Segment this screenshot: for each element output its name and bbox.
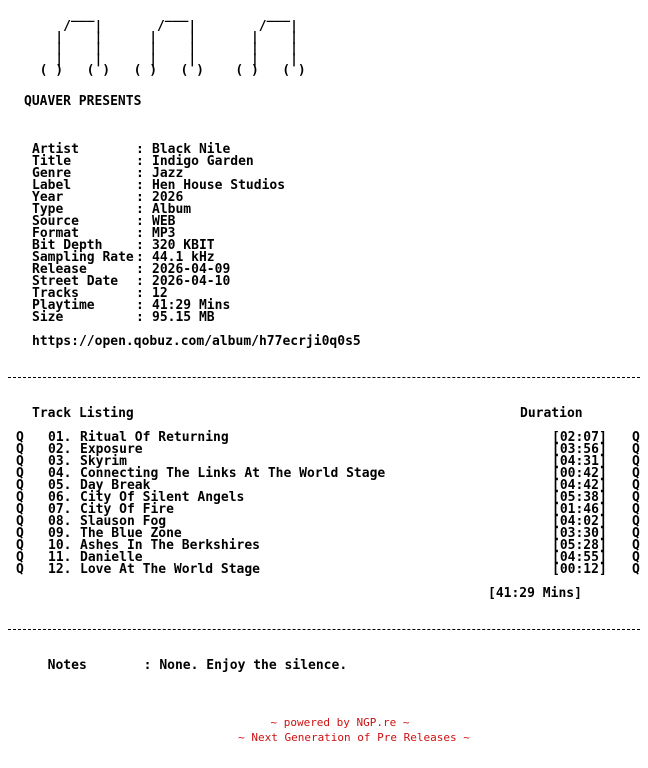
presents-heading: QUAVER PRESENTS	[24, 94, 142, 109]
track-duration: [00:12]	[552, 562, 607, 577]
track-number: 10.	[48, 538, 72, 553]
track-number: 04.	[48, 466, 72, 481]
track-marker-right: Q	[632, 478, 640, 493]
info-separator: :	[136, 142, 144, 157]
track-duration: [00:42]	[552, 466, 607, 481]
info-key: Title	[32, 154, 72, 169]
track-marker-right: Q	[632, 562, 640, 577]
info-value: Hen House Studios	[152, 178, 286, 193]
info-separator: :	[136, 214, 144, 229]
info-separator: :	[136, 178, 144, 193]
track-marker-right: Q	[632, 550, 640, 565]
info-separator: :	[136, 274, 144, 289]
track-row	[16, 564, 644, 576]
track-number: 09.	[48, 526, 72, 541]
track-number: 11.	[48, 550, 72, 565]
track-duration: [04:31]	[552, 454, 607, 469]
info-key: Artist	[32, 142, 79, 157]
info-value: 95.15 MB	[152, 310, 215, 325]
track-duration: [01:46]	[552, 502, 607, 517]
info-key: Year	[32, 190, 64, 205]
info-separator: :	[136, 250, 144, 265]
info-key: Street Date	[32, 274, 119, 289]
notes-row	[32, 648, 347, 672]
track-marker-left: Q	[16, 490, 24, 505]
info-key: Sampling Rate	[32, 250, 134, 265]
ascii-art-logo: ___ ___ ___ / | / | / | | | | | | | | | | | | | | | | | | | ( ) ( ) ( ) ( ) ( ) ( )	[39, 8, 306, 78]
track-marker-right: Q	[632, 490, 640, 505]
info-value: Indigo Garden	[152, 154, 254, 169]
divider-top	[8, 377, 640, 378]
info-key: Format	[32, 226, 79, 241]
info-key: Bit Depth	[32, 238, 103, 253]
track-marker-left: Q	[16, 526, 24, 541]
notes-separator: :	[143, 658, 152, 673]
info-value: MP3	[152, 226, 176, 241]
track-title: The Blue Zone	[80, 526, 182, 541]
track-marker-right: Q	[632, 538, 640, 553]
track-marker-right: Q	[632, 502, 640, 517]
info-value: Jazz	[152, 166, 184, 181]
info-key: Size	[32, 310, 64, 325]
info-key: Genre	[32, 166, 72, 181]
track-title: Skyrim	[80, 454, 127, 469]
track-title: Love At The World Stage	[80, 562, 261, 577]
track-title: Ashes In The Berkshires	[80, 538, 261, 553]
track-marker-left: Q	[16, 454, 24, 469]
track-duration: [04:42]	[552, 478, 607, 493]
info-value: 41:29 Mins	[152, 298, 231, 313]
info-value: 320 KBIT	[152, 238, 215, 253]
info-separator: :	[136, 286, 144, 301]
track-title: Exposure	[80, 442, 143, 457]
info-separator: :	[136, 310, 144, 325]
track-duration: [04:02]	[552, 514, 607, 529]
track-number: 01.	[48, 430, 72, 445]
info-separator: :	[136, 262, 144, 277]
track-marker-right: Q	[632, 442, 640, 457]
track-number: 12.	[48, 562, 72, 577]
track-duration: [02:07]	[552, 430, 607, 445]
notes-value: None. Enjoy the silence.	[159, 658, 348, 673]
track-marker-left: Q	[16, 514, 24, 529]
info-key: Type	[32, 202, 64, 217]
info-key: Label	[32, 178, 72, 193]
track-marker-right: Q	[632, 466, 640, 481]
info-value: Album	[152, 202, 192, 217]
info-separator: :	[136, 190, 144, 205]
track-marker-left: Q	[16, 442, 24, 457]
divider-bottom	[8, 629, 640, 630]
info-value: 2026-04-09	[152, 262, 231, 277]
info-value: 2026-04-10	[152, 274, 231, 289]
info-separator: :	[136, 226, 144, 241]
track-title: City Of Silent Angels	[80, 490, 245, 505]
track-number: 02.	[48, 442, 72, 457]
info-key: Playtime	[32, 298, 95, 313]
track-listing-heading: Track Listing	[32, 406, 134, 421]
info-separator: :	[136, 154, 144, 169]
track-title: Connecting The Links At The World Stage	[80, 466, 386, 481]
info-row	[32, 312, 285, 324]
release-info	[32, 144, 285, 324]
track-number: 03.	[48, 454, 72, 469]
track-title: Danielle	[80, 550, 143, 565]
info-separator: :	[136, 202, 144, 217]
track-marker-left: Q	[16, 562, 24, 577]
info-value: 2026	[152, 190, 184, 205]
info-separator: :	[136, 166, 144, 181]
info-key: Release	[32, 262, 87, 277]
footer-powered-by[interactable]: ~ powered by NGP.re ~	[270, 716, 410, 729]
info-value: 12	[152, 286, 168, 301]
track-title: Ritual Of Returning	[80, 430, 229, 445]
track-number: 07.	[48, 502, 72, 517]
track-marker-right: Q	[632, 430, 640, 445]
track-marker-left: Q	[16, 502, 24, 517]
info-separator: :	[136, 238, 144, 253]
track-marker-left: Q	[16, 466, 24, 481]
track-duration: [05:28]	[552, 538, 607, 553]
info-key: Tracks	[32, 286, 79, 301]
track-marker-left: Q	[16, 538, 24, 553]
track-marker-right: Q	[632, 526, 640, 541]
total-playtime: [41:29 Mins]	[488, 586, 582, 601]
track-marker-right: Q	[632, 454, 640, 469]
track-duration: [04:55]	[552, 550, 607, 565]
track-title: Slauson Fog	[80, 514, 167, 529]
track-number: 06.	[48, 490, 72, 505]
info-value: Black Nile	[152, 142, 231, 157]
track-number: 08.	[48, 514, 72, 529]
track-marker-right: Q	[632, 514, 640, 529]
info-value: WEB	[152, 214, 176, 229]
footer-tagline: ~ Next Generation of Pre Releases ~	[238, 731, 470, 744]
info-key: Source	[32, 214, 79, 229]
info-value: 44.1 kHz	[152, 250, 215, 265]
track-title: Day Break	[80, 478, 151, 493]
duration-heading: Duration	[520, 406, 583, 421]
track-number: 05.	[48, 478, 72, 493]
track-duration: [03:56]	[552, 442, 607, 457]
album-url[interactable]: https://open.qobuz.com/album/h77ecrji0q0s5	[32, 334, 361, 349]
track-marker-left: Q	[16, 550, 24, 565]
track-duration: [05:38]	[552, 490, 607, 505]
track-duration: [03:30]	[552, 526, 607, 541]
track-marker-left: Q	[16, 430, 24, 445]
info-separator: :	[136, 298, 144, 313]
track-marker-left: Q	[16, 478, 24, 493]
track-list	[16, 432, 644, 576]
notes-label: Notes	[47, 658, 87, 673]
track-title: City Of Fire	[80, 502, 174, 517]
